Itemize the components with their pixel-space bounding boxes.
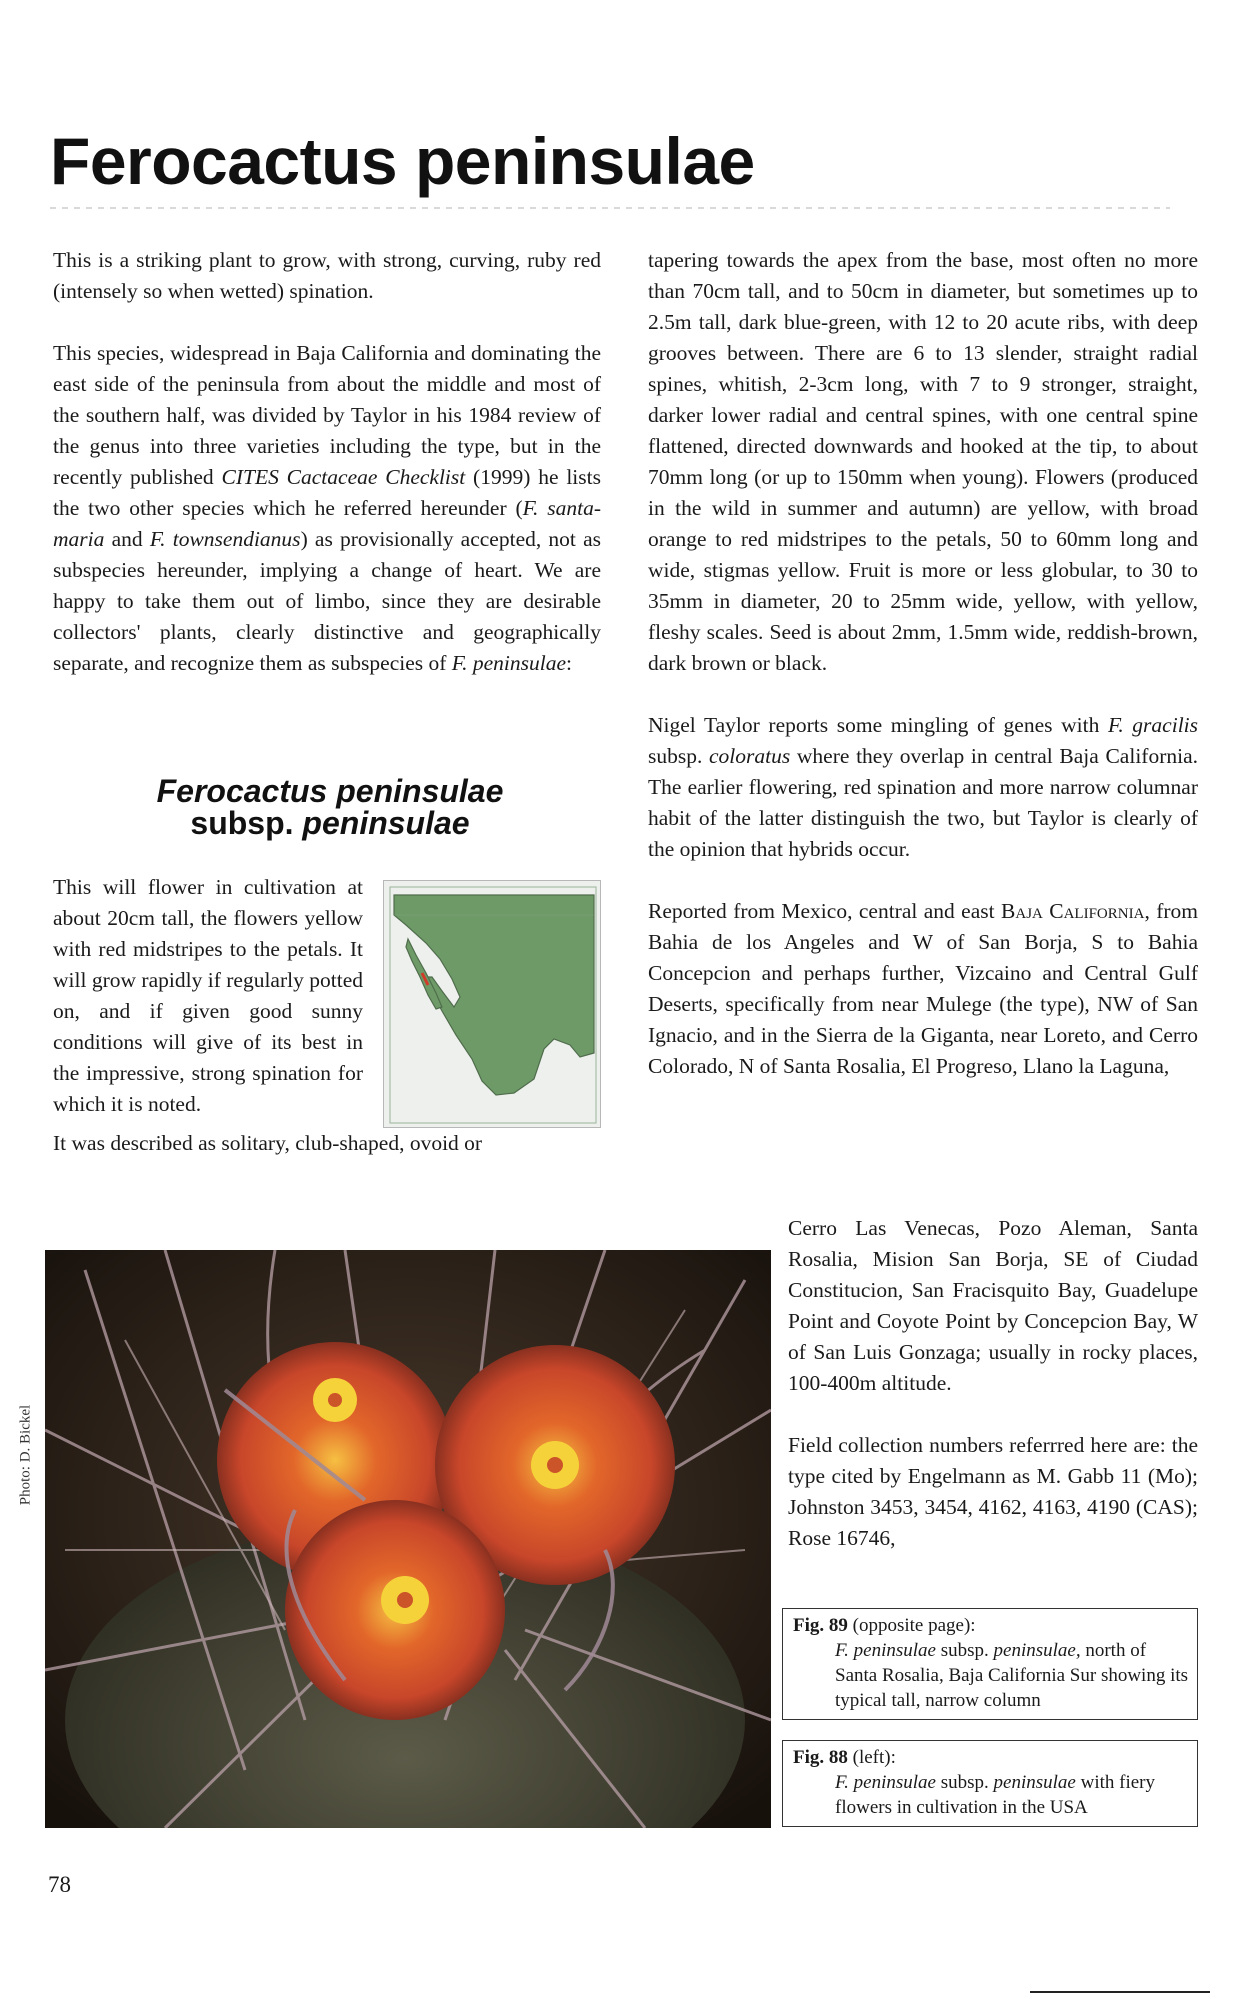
distribution-map — [383, 880, 601, 1128]
left-column-top — [53, 245, 601, 679]
taxonomy-paragraph: This species, widespread in Baja California and dominating the east side of the peninsula from about the middle and most of the southern half, was divided by Taylor in his 1984 review of the genus into three varieties including the type, but in the recently published CITES Cactaceae Checklist (1999) he lists the two other species which he referred hereunder (F. santa-maria and F. townsendianus) as provisionally accepted, not as subspecies hereunder, implying a change of heart. We are happy to take them out of limbo, since they are desirable collectors' plants, clearly distinctive and geographically separate, and recognize them as subspecies of F. peninsulae: — [53, 341, 601, 675]
page-title: Ferocactus peninsulae — [50, 124, 755, 198]
right-column-narrow — [788, 1213, 1198, 1554]
distribution-paragraph: Reported from Mexico, central and east Baja California, from Bahia de los Angeles and W of San Borja, S to Bahia Concepcion and perhaps further, Vizcaino and Central Gulf Deserts, specifically from near Mulege (the type), NW of San Ignacio, and in the Sierra de la Giganta, near Loreto, and Cerro Colorado, N of Santa Rosalia, El Progreso, Llano la Laguna, — [648, 899, 1199, 1078]
photo-credit: Photo: D. Bickel — [17, 1404, 34, 1506]
checklist-title: CITES Cactaceae Checklist — [221, 465, 466, 489]
distribution-continued: Cerro Las Venecas, Pozo Aleman, Santa Rosalia, Mision San Borja, SE of Ciudad Constitucion, San Fracisquito Bay, Guadelupe Point and Coyote Point by Concepcion Bay, W of San Luis Gonzaga; usually in rocky places, 100-400m altitude. — [788, 1216, 1198, 1395]
subspecies-description: This will flower in cultivation at about 20cm tall, the flowers yellow with red midstripes to the petals. It will grow rapidly if regularly potted on, and if given good sunny conditions will give of its best in the impressive, strong spination for which it is noted. — [53, 875, 363, 1116]
title-underline — [50, 207, 1170, 209]
description-paragraph: tapering towards the apex from the base, most often no more than 70cm tall, and to 50cm in diameter, but sometimes up to 2.5m tall, dark blue-green, with 12 to 20 acute ribs, with deep grooves between. There are 6 to 13 slender, straight radial spines, whitish, 2-3cm long, with 7 to 9 stronger, straight, darker lower radial and central spines, with one central spine flattened, directed downwards and hooked at the tip, to about 70mm long (or up to 150mm when young). Flowers (produced in the wild in summer and autumn) are yellow, with broad orange to red midstripes to the petals, 50 to 60mm long and wide, stigmas yellow. Fruit is more or less globular, to 30 to 35mm in diameter, 20 to 25mm wide, yellow, with yellow, fleshy scales. Seed is about 2mm, 1.5mm wide, reddish-brown, dark brown or black. — [648, 248, 1198, 675]
figure-89-caption: Fig. 89 (opposite page): F. peninsulae subsp. peninsulae, north of Santa Rosalia, Baja California Sur showing its typical tall, narrow column — [782, 1608, 1198, 1720]
footer-rule — [1030, 1991, 1210, 1993]
figure-88-caption: Fig. 88 (left): F. peninsulae subsp. peninsulae with fiery flowers in cultivation in the USA — [782, 1740, 1198, 1827]
field-numbers-paragraph: Field collection numbers referrred here are: the type cited by Engelmann as M. Gabb 11 (Mo); Johnston 3453, 3454, 4162, 4163, 4190 (CAS); Rose 16746, — [788, 1433, 1198, 1550]
right-column — [648, 245, 1198, 1082]
cactus-flower-photo — [45, 1250, 771, 1828]
hybrid-paragraph: Nigel Taylor reports some mingling of genes with F. gracilis subsp. coloratus where they overlap in central Baja California. The earlier flowering, red spination and more narrow columnar habit of the latter distinguish the two, but Taylor is clearly of the opinion that hybrids occur. — [648, 713, 1199, 861]
page-number: 78 — [48, 1872, 71, 1897]
intro-paragraph: This is a striking plant to grow, with strong, curving, ruby red (intensely so when wetted) spination. — [53, 248, 601, 303]
subspecies-heading: Ferocactus peninsulae subsp. peninsulae — [156, 773, 504, 841]
description-start: It was described as solitary, club-shaped, ovoid or — [53, 1131, 483, 1155]
